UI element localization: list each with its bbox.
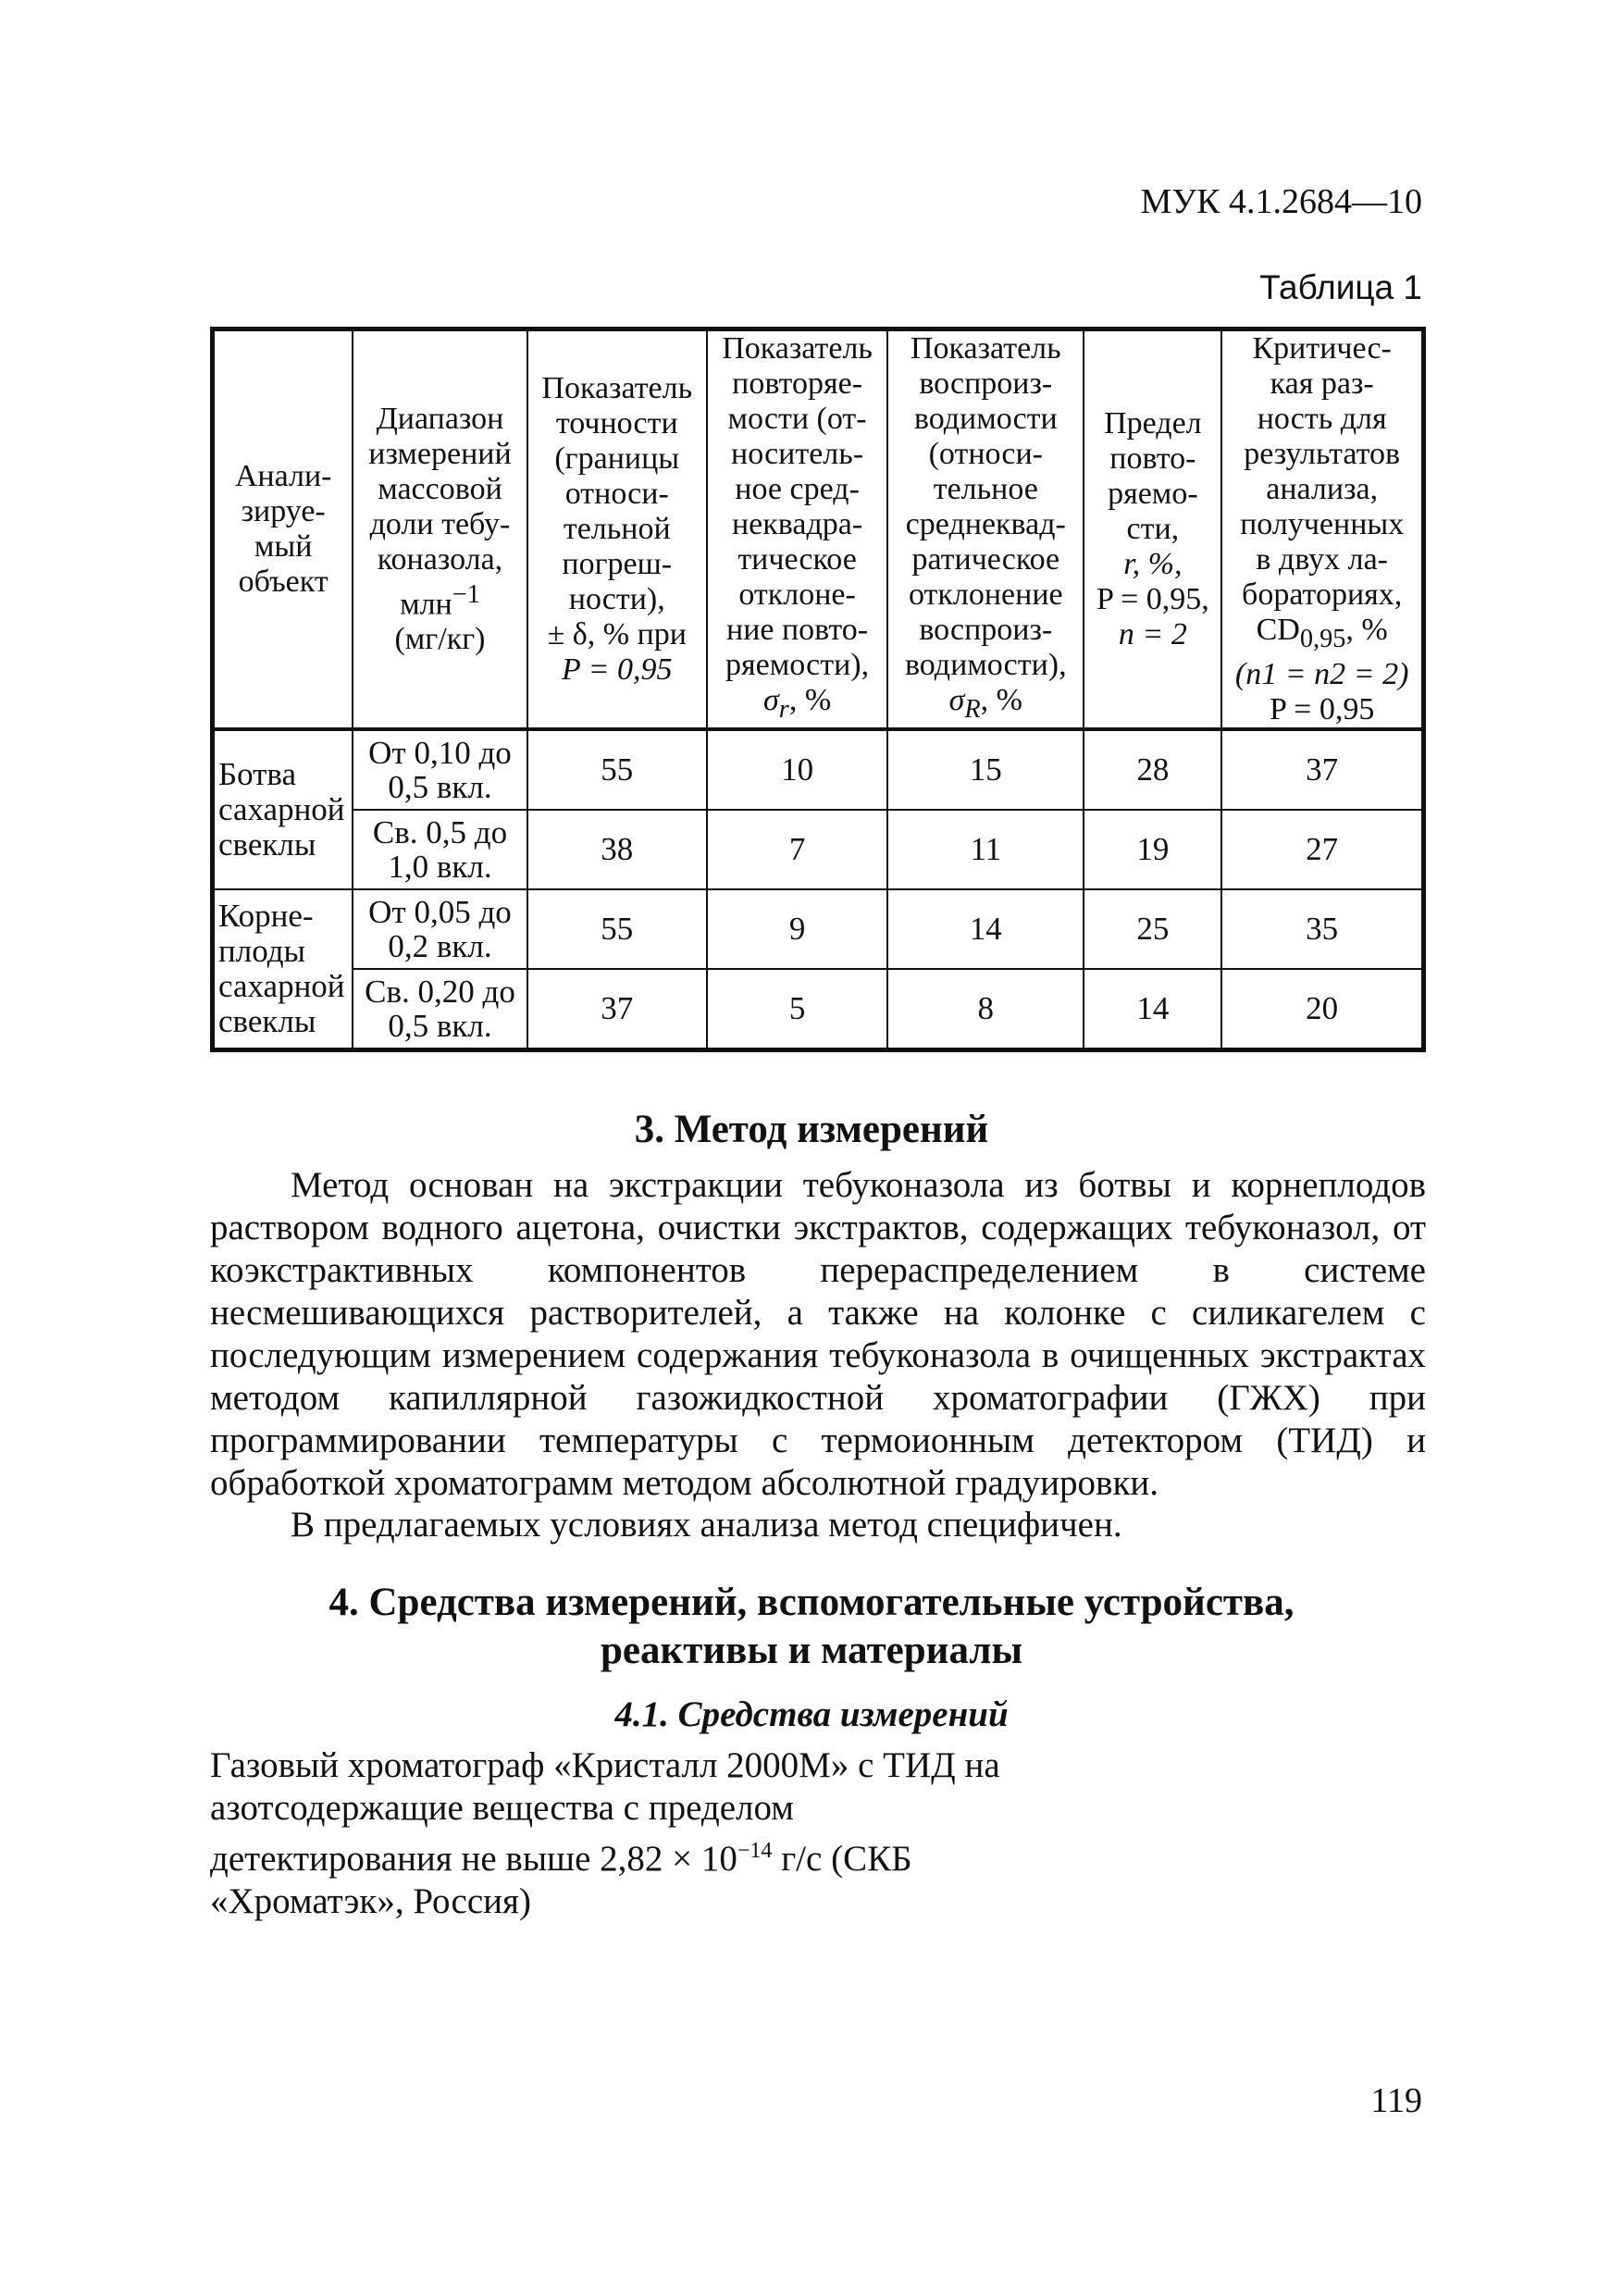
table-row bbox=[213, 889, 1424, 969]
cell-range: Св. 0,20 до 0,5 вкл. bbox=[353, 969, 527, 1050]
header-accuracy: Показатель точности (границы относи- тельной погреш- ности), ± δ, % при P = 0,95 bbox=[527, 329, 707, 729]
page-number: 119 bbox=[1370, 2081, 1422, 2120]
cell-object: Корне- плоды сахарной свеклы bbox=[213, 889, 353, 1050]
header-object: Анали- зируе- мый объект bbox=[213, 329, 353, 729]
table-row bbox=[213, 969, 1424, 1050]
cell-critical: 20 bbox=[1221, 969, 1423, 1050]
header-range: Диапазон измерений массовой доли тебу- коназола, млн$^{-1}$ (мг/кг) bbox=[353, 329, 527, 729]
instrument-description: Газовый хроматограф «Кристалл 2000М» с ТИД на азотсодержащие вещества с пределом детектирования не выше $2,82 \times 10^{-14}$ г/с (СКБ «Хроматэк», Россия) bbox=[210, 1745, 1000, 1921]
cell-reproducibility: 14 bbox=[887, 889, 1084, 969]
cell-limit: 28 bbox=[1084, 729, 1221, 810]
cell-limit: 14 bbox=[1084, 969, 1221, 1050]
header-reproducibility: Показатель воспроиз- водимости (относи- тельное среднеквад- ратическое отклонение воспроиз- водимости), $\sigma_R$, % bbox=[887, 329, 1084, 729]
cell-critical: 35 bbox=[1221, 889, 1423, 969]
cell-accuracy: 38 bbox=[527, 810, 707, 889]
cell-repeatability: 9 bbox=[707, 889, 887, 969]
cell-object: Ботва сахарной свеклы bbox=[213, 729, 353, 889]
cell-accuracy: 55 bbox=[527, 889, 707, 969]
table-caption: Таблица 1 bbox=[1259, 268, 1422, 306]
table-row bbox=[213, 729, 1424, 810]
cell-reproducibility: 8 bbox=[887, 969, 1084, 1050]
section-3-paragraph: Метод основан на экстракции тебуконазола из ботвы и корнеплодов раствором водного ацетона, очистки экстрактов, содержащих тебуконазол, от коэкстрактивных компонентов перераспределением в системе несмешивающихся растворителей, а также на колонке с силикагелем с последующим измерением содержания тебуконазола в очищенных экстрактах методом капиллярной газожидкостной хроматографии (ГЖХ) при программировании температуры с термоионным детектором (ТИД) и обработкой хроматограмм методом абсолютной градуировки. bbox=[210, 1165, 1426, 1503]
cell-range: От 0,05 до 0,2 вкл. bbox=[353, 889, 527, 969]
cell-range: От 0,10 до 0,5 вкл. bbox=[353, 729, 527, 810]
header-limit: Предел повто- ряемо- сти, r, %, P = 0,95, n = 2 bbox=[1084, 329, 1221, 729]
measurement-table bbox=[210, 327, 1426, 1052]
cell-repeatability: 7 bbox=[707, 810, 887, 889]
section-4-title: 4. Средства измерений, вспомогательные устройства, реактивы и материалы bbox=[328, 1581, 1295, 1672]
cell-accuracy: 37 bbox=[527, 969, 707, 1050]
section-3-paragraph-2: В предлагаемых условиях анализа метод специфичен. bbox=[291, 1505, 1122, 1545]
cell-limit: 25 bbox=[1084, 889, 1221, 969]
cell-accuracy: 55 bbox=[527, 729, 707, 810]
section-4-subtitle: 4.1. Средства измерений bbox=[614, 1694, 1009, 1734]
cell-critical: 27 bbox=[1221, 810, 1423, 889]
cell-reproducibility: 15 bbox=[887, 729, 1084, 810]
header-critical: Критичес- кая раз- ность для результатов анализа, полученных в двух ла- бораториях, $CD_{0,95}$, % (n1 = n2 = 2) P = 0,95 bbox=[1221, 329, 1423, 729]
table-row bbox=[213, 810, 1424, 889]
cell-repeatability: 5 bbox=[707, 969, 887, 1050]
document-code: МУК 4.1.2684—10 bbox=[1140, 182, 1422, 221]
cell-limit: 19 bbox=[1084, 810, 1221, 889]
cell-range: Св. 0,5 до 1,0 вкл. bbox=[353, 810, 527, 889]
cell-reproducibility: 11 bbox=[887, 810, 1084, 889]
section-3-title: 3. Метод измерений bbox=[634, 1108, 989, 1151]
table-header-row bbox=[213, 329, 1424, 729]
cell-repeatability: 10 bbox=[707, 729, 887, 810]
cell-critical: 37 bbox=[1221, 729, 1423, 810]
header-repeatability: Показатель повторяе- мости (от- носитель- ное сред- неквадра- тическое отклоне- ние повто- ряемости), $\sigma_r$, % bbox=[707, 329, 887, 729]
